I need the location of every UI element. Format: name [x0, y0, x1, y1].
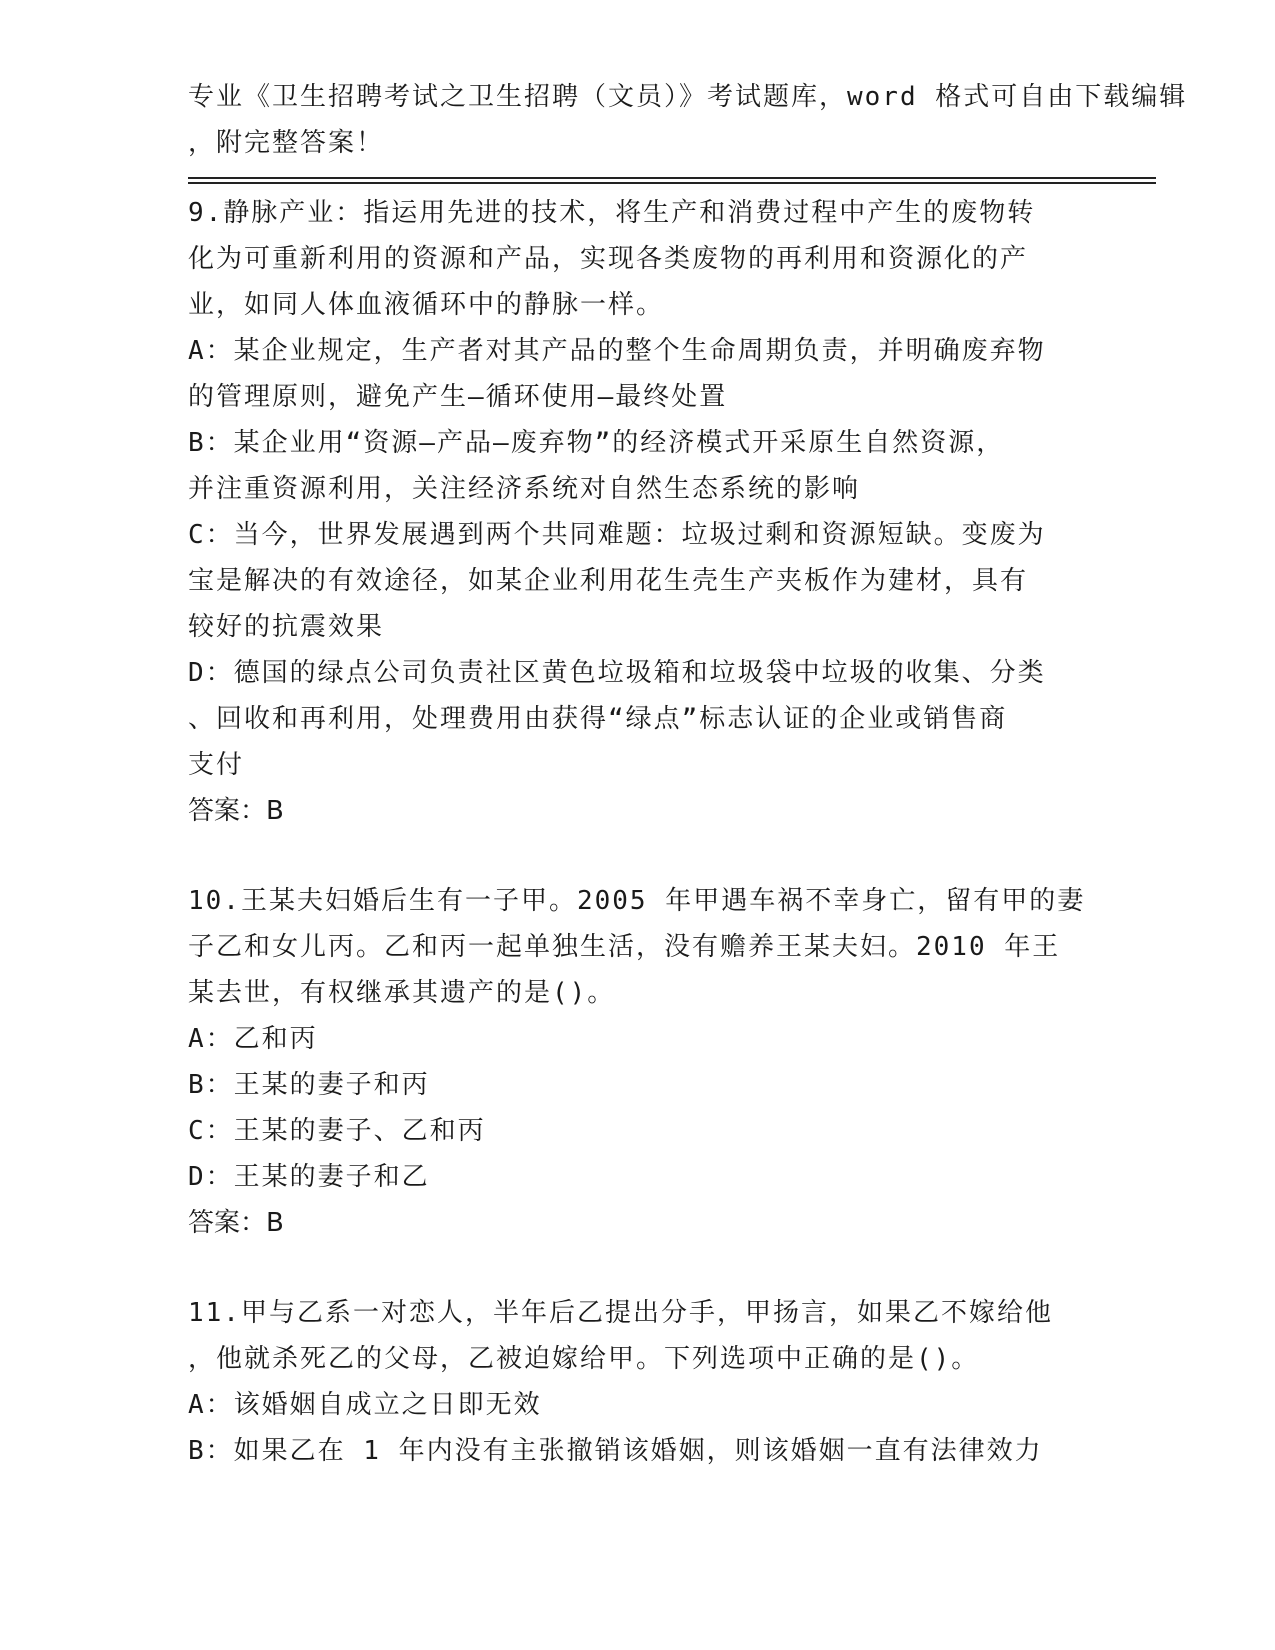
question-stem-line: 11.甲与乙系一对恋人，半年后乙提出分手，甲扬言，如果乙不嫁给他 — [188, 1298, 1053, 1328]
option-line: A：乙和丙 — [188, 1024, 318, 1054]
option-line: B：王某的妻子和丙 — [188, 1070, 430, 1100]
option-line: D：王某的妻子和乙 — [188, 1162, 430, 1192]
question-stem-line: 10.王某夫妇婚后生有一子甲。2005 年甲遇车祸不幸身亡，留有甲的妻 — [188, 886, 1086, 916]
option-line: 较好的抗震效果 — [188, 612, 385, 642]
question-stem-line: 某去世，有权继承其遗产的是()。 — [188, 978, 616, 1008]
document-header — [188, 74, 1188, 166]
option-line: 宝是解决的有效途径，如某企业利用花生壳生产夹板作为建材，具有 — [188, 566, 1029, 596]
question-stem-line: 化为可重新利用的资源和产品，实现各类废物的再利用和资源化的产 — [188, 244, 1029, 274]
document-body — [188, 190, 1088, 1474]
header-rule-bottom — [188, 182, 1156, 184]
option-line: A：该婚姻自成立之日即无效 — [188, 1390, 542, 1420]
question-stem-line: 9.静脉产业：指运用先进的技术，将生产和消费过程中产生的废物转 — [188, 198, 1036, 228]
option-line: B：某企业用“资源—产品—废弃物”的经济模式开采原生自然资源， — [188, 428, 1005, 458]
answer-label: 答案：B — [188, 1208, 284, 1238]
option-line: A：某企业规定，生产者对其产品的整个生命周期负责，并明确废弃物 — [188, 336, 1046, 366]
question-stem-line: 业，如同人体血液循环中的静脉一样。 — [188, 290, 665, 320]
option-line: 、回收和再利用，处理费用由获得“绿点”标志认证的企业或销售商 — [188, 704, 1008, 734]
option-line: 并注重资源利用，关注经济系统对自然生态系统的影响 — [188, 474, 861, 504]
header-line-1: 专业《卫生招聘考试之卫生招聘（文员）》考试题库，word 格式可自由下载编辑 — [188, 82, 1188, 112]
option-line: C：当今，世界发展遇到两个共同难题：垃圾过剩和资源短缺。变废为 — [188, 520, 1046, 550]
question-stem-line: 子乙和女儿丙。乙和丙一起单独生活，没有赡养王某夫妇。2010 年王 — [188, 932, 1061, 962]
answer-label: 答案：B — [188, 796, 284, 826]
option-line: C：王某的妻子、乙和丙 — [188, 1116, 486, 1146]
option-line: 的管理原则，避免产生—循环使用—最终处置 — [188, 382, 728, 412]
option-line: D：德国的绿点公司负责社区黄色垃圾箱和垃圾袋中垃圾的收集、分类 — [188, 658, 1046, 688]
question-11 — [188, 1290, 1088, 1474]
question-9 — [188, 190, 1088, 834]
option-line: 支付 — [188, 750, 245, 780]
header-rule-top — [188, 177, 1156, 179]
question-10 — [188, 878, 1088, 1246]
option-line: B：如果乙在 1 年内没有主张撤销该婚姻，则该婚姻一直有法律效力 — [188, 1436, 1043, 1466]
header-line-2: ，附完整答案！ — [188, 128, 385, 158]
question-stem-line: ，他就杀死乙的父母，乙被迫嫁给甲。下列选项中正确的是()。 — [188, 1344, 980, 1374]
question-spacer — [188, 834, 1088, 878]
question-spacer — [188, 1246, 1088, 1290]
